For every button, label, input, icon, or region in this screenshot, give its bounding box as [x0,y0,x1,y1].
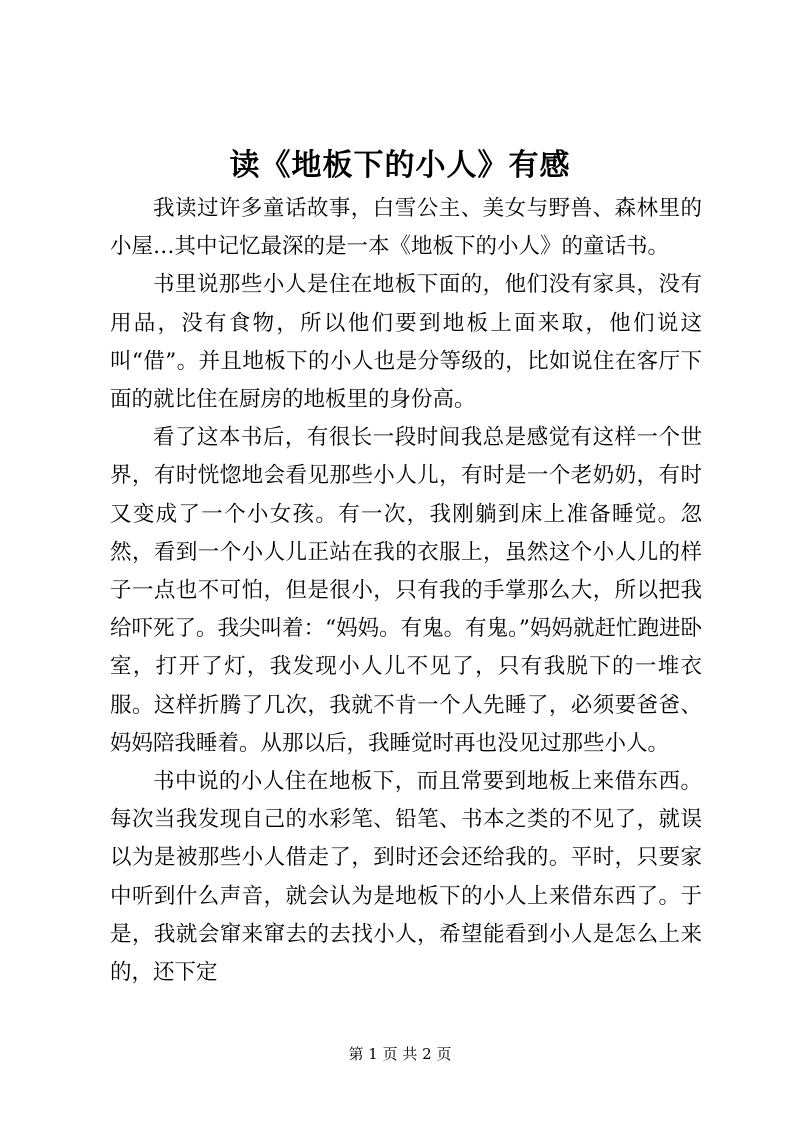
paragraph-3: 看了这本书后，有很长一段时间我总是感觉有这样一个世界，有时恍惚地会看见那些小人儿，有时是一个老奶奶，有时又变成了一个小女孩。有一次，我刚躺到床上准备睡觉。忽然，看到一个小人儿正站在我的衣服上，虽然这个小人儿的样子一点也不可怕，但是很小，只有我的手掌那么大，所以把我给吓死了。我尖叫着：“妈妈。有鬼。有鬼。”妈妈就赶忙跑进卧室，打开了灯，我发现小人儿不见了，只有我脱下的一堆衣服。这样折腾了几次，我就不肯一个人先睡了，必须要爸爸、妈妈陪我睡着。从那以后，我睡觉时再也没见过那些小人。 [110,425,702,756]
paragraph-2: 书里说那些小人是住在地板下面的，他们没有家具，没有用品，没有食物，所以他们要到地板上面来取，他们说这叫“借”。并且地板下的小人也是分等级的，比如说住在客厅下面的就比住在厨房的地板里的身份高。 [110,272,702,413]
paragraph-1: 我读过许多童话故事，白雪公主、美女与野兽、森林里的小屋…其中记忆最深的是一本《地板下的小人》的童话书。 [110,196,702,260]
document-title: 读《地板下的小人》有感 [229,148,571,183]
paragraph-4: 书中说的小人住在地板下，而且常要到地板上来借东西。每次当我发现自己的水彩笔、铅笔、书本之类的不见了，就误以为是被那些小人借走了，到时还会还给我的。平时，只要家中听到什么声音，就会认为是地板下的小人上来借东西了。于是，我就会窜来窜去的去找小人，希望能看到小人是怎么上来的，还下定 [110,769,702,986]
page-footer: 第 1 页 共 2 页 [348,1045,452,1063]
document-body [110,190,702,992]
